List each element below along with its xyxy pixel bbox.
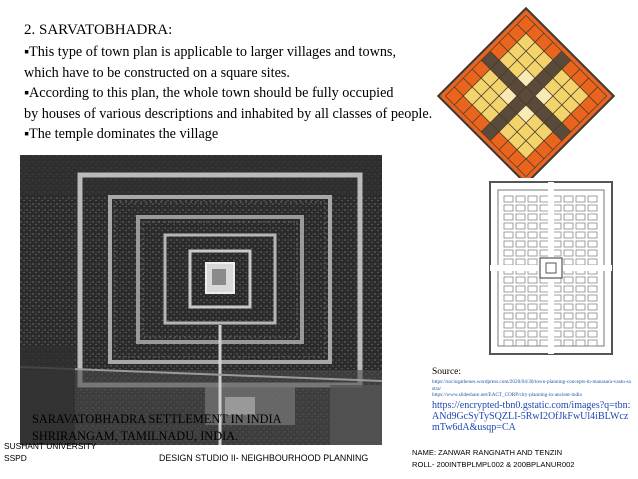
plot-cell	[576, 196, 585, 202]
plot-cell	[528, 250, 537, 256]
plot-cell	[564, 241, 573, 247]
plot-cell	[504, 250, 513, 256]
plot-cell	[588, 322, 597, 328]
plot-cell	[564, 295, 573, 301]
plot-cell	[504, 286, 513, 292]
caption-line-2: SHRIRANGAM, TAMILNADU, INDIA.	[32, 428, 239, 443]
footer	[0, 440, 638, 479]
plot-cell	[528, 331, 537, 337]
plot-cell	[516, 250, 525, 256]
plot-cell	[540, 340, 549, 346]
plot-cell	[504, 322, 513, 328]
footer-school: SSPD	[4, 453, 27, 463]
bullet-line: ▪According to this plan, the whole town should be fully occupied	[24, 85, 394, 101]
footer-roll: ROLL- 200INTBPLMPL002 & 200BPLANUR002	[412, 460, 575, 469]
plot-cell	[504, 304, 513, 310]
plot-cell	[540, 322, 549, 328]
bullet-line: by houses of various descriptions and inhabited by all classes of people.	[24, 105, 433, 122]
footer-studio: DESIGN STUDIO II- NEIGHBOURHOOD PLANNING	[159, 453, 369, 463]
plot-cell	[516, 259, 525, 265]
plot-cell	[564, 232, 573, 238]
plot-cell	[516, 205, 525, 211]
plot-cell	[528, 295, 537, 301]
plot-cell	[576, 214, 585, 220]
plot-cell	[540, 232, 549, 238]
caption-line-1: SARAVATOBHADRA SETTLEMENT IN INDIA	[32, 412, 282, 426]
plot-cell	[504, 214, 513, 220]
plot-cell	[564, 331, 573, 337]
plot-cell	[564, 313, 573, 319]
bullet-line: ▪The temple dominates the village	[24, 126, 219, 142]
plot-cell	[516, 322, 525, 328]
slide-heading: 2. SARVATOBHADRA:	[24, 22, 173, 38]
plot-cell	[588, 196, 597, 202]
source-block	[432, 368, 632, 433]
plot-cell	[516, 304, 525, 310]
plot-cell	[528, 241, 537, 247]
plot-cell	[576, 259, 585, 265]
aerial-photo-srirangam	[20, 155, 382, 445]
source-title: Source:	[432, 367, 462, 377]
plot-cell	[516, 313, 525, 319]
plot-cell	[504, 340, 513, 346]
plot-cell	[588, 304, 597, 310]
plot-cell	[564, 286, 573, 292]
footer-university: SUSHANT UNIVERSITY	[4, 441, 97, 451]
plot-cell	[576, 295, 585, 301]
plot-cell	[588, 232, 597, 238]
plot-cell	[504, 196, 513, 202]
plot-cell	[540, 295, 549, 301]
plot-cell	[504, 241, 513, 247]
plot-cell	[516, 331, 525, 337]
plot-cell	[576, 331, 585, 337]
plot-cell	[576, 250, 585, 256]
plot-cell	[588, 241, 597, 247]
plot-cell	[540, 331, 549, 337]
plot-cell	[588, 286, 597, 292]
plot-cell	[540, 214, 549, 220]
plot-cell	[564, 340, 573, 346]
plot-cell	[528, 286, 537, 292]
plot-cell	[588, 295, 597, 301]
plot-cell	[504, 277, 513, 283]
plot-cell	[528, 223, 537, 229]
plot-cell	[516, 286, 525, 292]
plot-cell	[504, 259, 513, 265]
plot-cell	[540, 313, 549, 319]
plot-cell	[588, 259, 597, 265]
plot-cell	[540, 241, 549, 247]
plot-cell	[576, 313, 585, 319]
plot-cell	[516, 214, 525, 220]
plot-cell	[516, 232, 525, 238]
plot-cell	[516, 340, 525, 346]
footer-names: NAME: ZANWAR RANGNATH AND TENZIN	[412, 448, 563, 457]
plot-cell	[564, 277, 573, 283]
plot-cell	[540, 286, 549, 292]
bullet-line: ▪This type of town plan is applicable to larger villages and towns,	[24, 44, 396, 60]
plot-cell	[528, 322, 537, 328]
plot-cell	[576, 340, 585, 346]
plot-cell	[576, 223, 585, 229]
plot-cell	[516, 277, 525, 283]
sarvatobhadra-grid-diagram	[437, 7, 615, 185]
plot-cell	[564, 196, 573, 202]
plot-cell	[540, 223, 549, 229]
plot-cell	[528, 259, 537, 265]
plot-cell	[588, 313, 597, 319]
plot-cell	[516, 196, 525, 202]
plot-cell	[540, 304, 549, 310]
plot-cell	[588, 250, 597, 256]
plot-cell	[516, 223, 525, 229]
plot-cell	[528, 277, 537, 283]
plot-cell	[540, 196, 549, 202]
bullet-text	[24, 42, 494, 145]
plot-cell	[576, 277, 585, 283]
plot-cell	[516, 241, 525, 247]
source-link[interactable]: https://sociogathenes.wordpress.com/2020/04/30/town-planning-concepts-in-manasara-vastu-sastra/	[432, 379, 631, 392]
plot-cell	[564, 304, 573, 310]
plot-cell	[576, 232, 585, 238]
plot-cell	[504, 295, 513, 301]
plot-cell	[540, 250, 549, 256]
plot-cell	[516, 295, 525, 301]
plot-cell	[504, 205, 513, 211]
plot-cell	[504, 313, 513, 319]
plot-cell	[576, 286, 585, 292]
plot-cell	[576, 241, 585, 247]
bullet-line: which have to be constructed on a square sites.	[24, 64, 290, 81]
plot-cell	[528, 196, 537, 202]
plot-cell	[576, 322, 585, 328]
plot-cell	[504, 331, 513, 337]
plot-cell	[588, 340, 597, 346]
plot-cell	[528, 232, 537, 238]
plot-cell	[564, 322, 573, 328]
plot-cell	[588, 331, 597, 337]
plot-cell	[540, 205, 549, 211]
plot-cell	[528, 340, 537, 346]
plot-cell	[564, 214, 573, 220]
plot-cell	[564, 250, 573, 256]
village-layout-drawing	[484, 178, 618, 358]
plot-cell	[528, 313, 537, 319]
plot-cell	[564, 223, 573, 229]
source-link[interactable]: https://www.slideshare.net/EACT_CORP/city-planning-in-ancient-india	[432, 392, 582, 399]
plot-cell	[588, 223, 597, 229]
plot-cell	[576, 304, 585, 310]
plot-cell	[576, 205, 585, 211]
plot-cell	[504, 232, 513, 238]
plot-cell	[588, 205, 597, 211]
source-link[interactable]: https://encrypted-tbn0.gstatic.com/images?q=tbn:ANd9GcSyTySQZLI-5RwI2OfJkFwUl4iBLWczmTw6dA&usqp=CA	[432, 399, 631, 433]
plot-cell	[528, 214, 537, 220]
plot-cell	[528, 205, 537, 211]
plot-cell	[588, 214, 597, 220]
plot-cell	[564, 205, 573, 211]
plot-cell	[588, 277, 597, 283]
plot-cell	[528, 304, 537, 310]
plot-cell	[564, 259, 573, 265]
plot-cell	[504, 223, 513, 229]
